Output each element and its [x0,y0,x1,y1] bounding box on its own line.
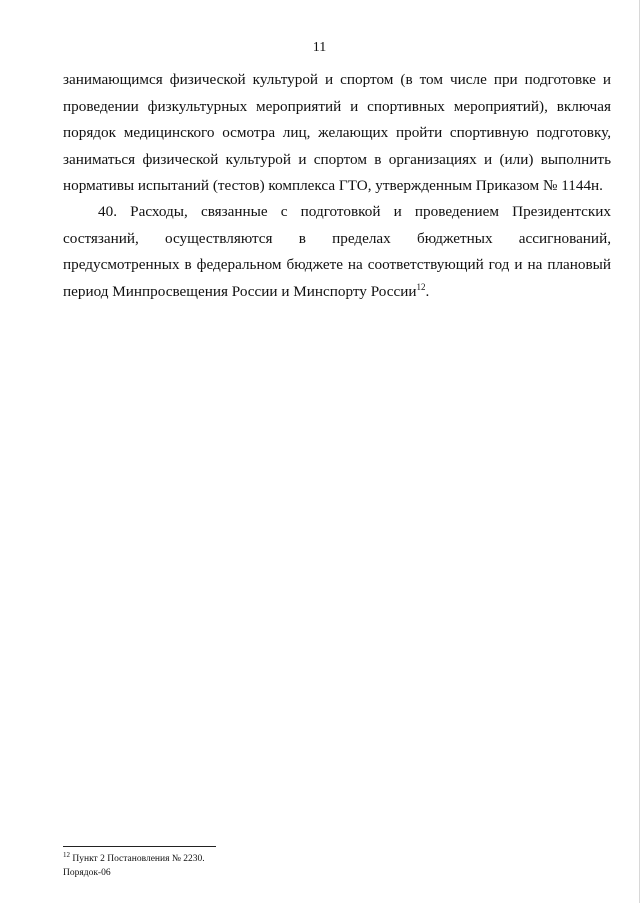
paragraph-line: предусмотренных в федеральном бюджете на соответствующий год и на плановый [63,256,611,273]
footnote-separator [63,846,216,847]
footnote-marker: 12 [63,850,70,859]
paragraph-line: порядок медицинского осмотра лиц, желающих пройти спортивную подготовку, [63,124,611,141]
footnote-reference: 12 [416,281,426,292]
footnote-text: Пункт 2 Постановления № 2230. [72,854,205,864]
paragraph-line: занимающимся физической культурой и спортом (в том числе при подготовке и [63,71,611,88]
paragraph-line: 40. Расходы, связанные с подготовкой и проведением Президентских [98,203,611,220]
page-number: 11 [312,40,327,55]
paragraph-last-line [63,279,611,306]
document-code: Порядок-06 [63,868,111,878]
paragraph-continuation [63,67,611,200]
paragraph-line: состязаний, осуществляются в пределах бюджетных ассигнований, [63,229,611,247]
paragraph-item-40 [63,199,611,305]
footnote [63,852,205,866]
paragraph-line-text: период Минпросвещения России и Минспорту России [63,282,417,300]
paragraph-line: проведении физкультурных мероприятий и спортивных мероприятий), включая [63,97,611,115]
paragraph-line: заниматься физической культурой и спортом в организациях и (или) выполнить [63,150,611,168]
end-punctuation: . [425,282,430,300]
paragraph-line: нормативы испытаний (тестов) комплекса ГТО, утвержденным Приказом № 1144н. [63,177,603,194]
